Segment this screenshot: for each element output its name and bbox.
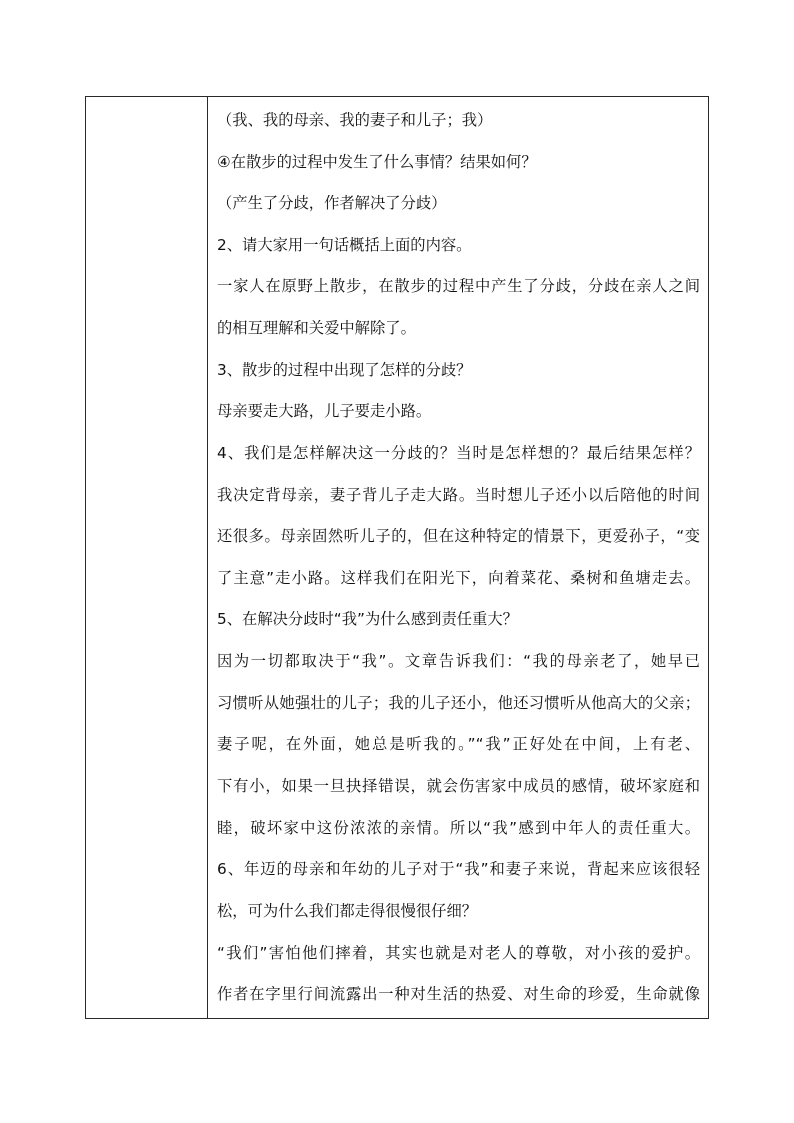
answer-line: 的相互理解和关爱中解除了。 [217, 319, 416, 337]
text-line: （产生了分歧，作者解决了分歧） [217, 194, 447, 212]
answer-line: 一家人在原野上散步，在散步的过程中产生了分歧，分歧在亲人之间 [217, 277, 700, 295]
answer-line: 母亲要走大路，儿子要走小路。 [217, 402, 432, 420]
answer-line: 作者在字里行间流露出一种对生活的热爱、对生命的珍爱，生命就像 [217, 985, 700, 1003]
question-line: 6、年迈的母亲和年幼的儿子对于“我”和妻子来说，背起来应该很轻 [217, 860, 700, 878]
lesson-table [85, 96, 709, 1019]
column-divider [207, 97, 208, 1018]
answer-line: 睦，破坏家中这份浓浓的亲情。所以“我”感到中年人的责任重大。 [217, 819, 700, 837]
text-line: （我、我的母亲、我的妻子和儿子；我） [217, 111, 493, 129]
question-line: 5、在解决分歧时“我”为什么感到责任重大？ [217, 610, 518, 628]
answer-line: 下有小，如果一旦抉择错误，就会伤害家中成员的感情，破坏家庭和 [217, 777, 700, 795]
answer-line: 习惯听从她强壮的儿子；我的儿子还小，他还习惯听从他高大的父亲； [217, 694, 700, 712]
answer-line: 因为一切都取决于“我”。文章告诉我们：“我的母亲老了，她早已 [217, 652, 700, 670]
table-left-cell [86, 97, 207, 1018]
question-line: ④在散步的过程中发生了什么事情？结果如何？ [217, 153, 537, 171]
question-line: 4、我们是怎样解决这一分歧的？当时是怎样想的？最后结果怎样？ [217, 444, 700, 462]
answer-line: “我们”害怕他们摔着，其实也就是对老人的尊敬，对小孩的爱护。 [217, 944, 700, 962]
question-line: 3、散步的过程中出现了怎样的分歧？ [217, 361, 472, 379]
answer-line: 我决定背母亲，妻子背儿子走大路。当时想儿子还小以后陪他的时间 [217, 486, 700, 504]
question-line: 2、请大家用一句话概括上面的内容。 [217, 236, 472, 254]
answer-line: 了主意”走小路。这样我们在阳光下，向着菜花、桑树和鱼塘走去。 [217, 569, 700, 587]
answer-line: 妻子呢，在外面，她总是听我的。”“我”正好处在中间，上有老、 [217, 735, 700, 753]
answer-line: 还很多。母亲固然听儿子的，但在这种特定的情景下，更爱孙子，“变 [217, 527, 700, 545]
table-content-cell [217, 97, 708, 1018]
question-line: 松，可为什么我们都走得很慢很仔细？ [217, 902, 478, 920]
